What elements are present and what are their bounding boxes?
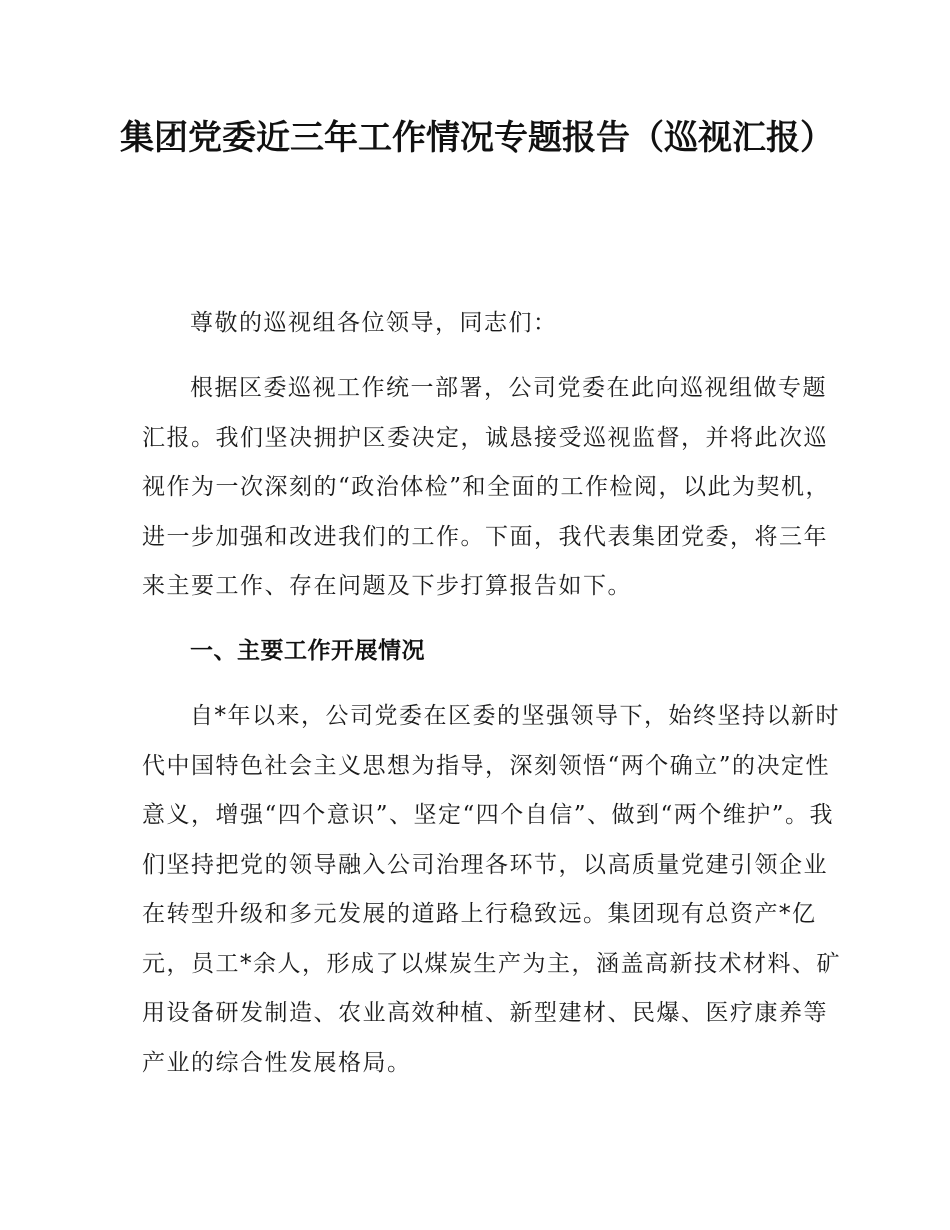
paragraph-work-overview: 自*年以来，公司党委在区委的坚强领导下，始终坚持以新时代中国特色社会主义思想为指导，深刻领悟“两个确立”的决定性意义，增强“四个意识”、坚定“四个自信”、做到“两个维护”。我们坚持把党的领导融入公司治理各环节，以高质量党建引领企业在转型升级和多元发展的道路上行稳致远。集团现有总资产*亿元，员工*余人，形成了以煤炭生产为主，涵盖高新技术材料、矿用设备研发制造、农业高效种植、新型建材、民爆、医疗康养等产业的综合性发展格局。 bbox=[142, 703, 841, 1076]
paragraph-intro: 根据区委巡视工作统一部署，公司党委在此向巡视组做专题汇报。我们坚决拥护区委决定，诚恳接受巡视监督，并将此次巡视作为一次深刻的“政治体检”和全面的工作检阅，以此为契机，进一步加强和改进我们的工作。下面，我代表集团党委，将三年来主要工作、存在问题及下步打算报告如下。 bbox=[142, 375, 831, 599]
section-heading: 一、主要工作开展情况 bbox=[190, 638, 425, 664]
salutation: 尊敬的巡视组各位领导，同志们： bbox=[190, 310, 558, 336]
document-title: 集团党委近三年工作情况专题报告（巡视汇报） bbox=[120, 118, 834, 158]
